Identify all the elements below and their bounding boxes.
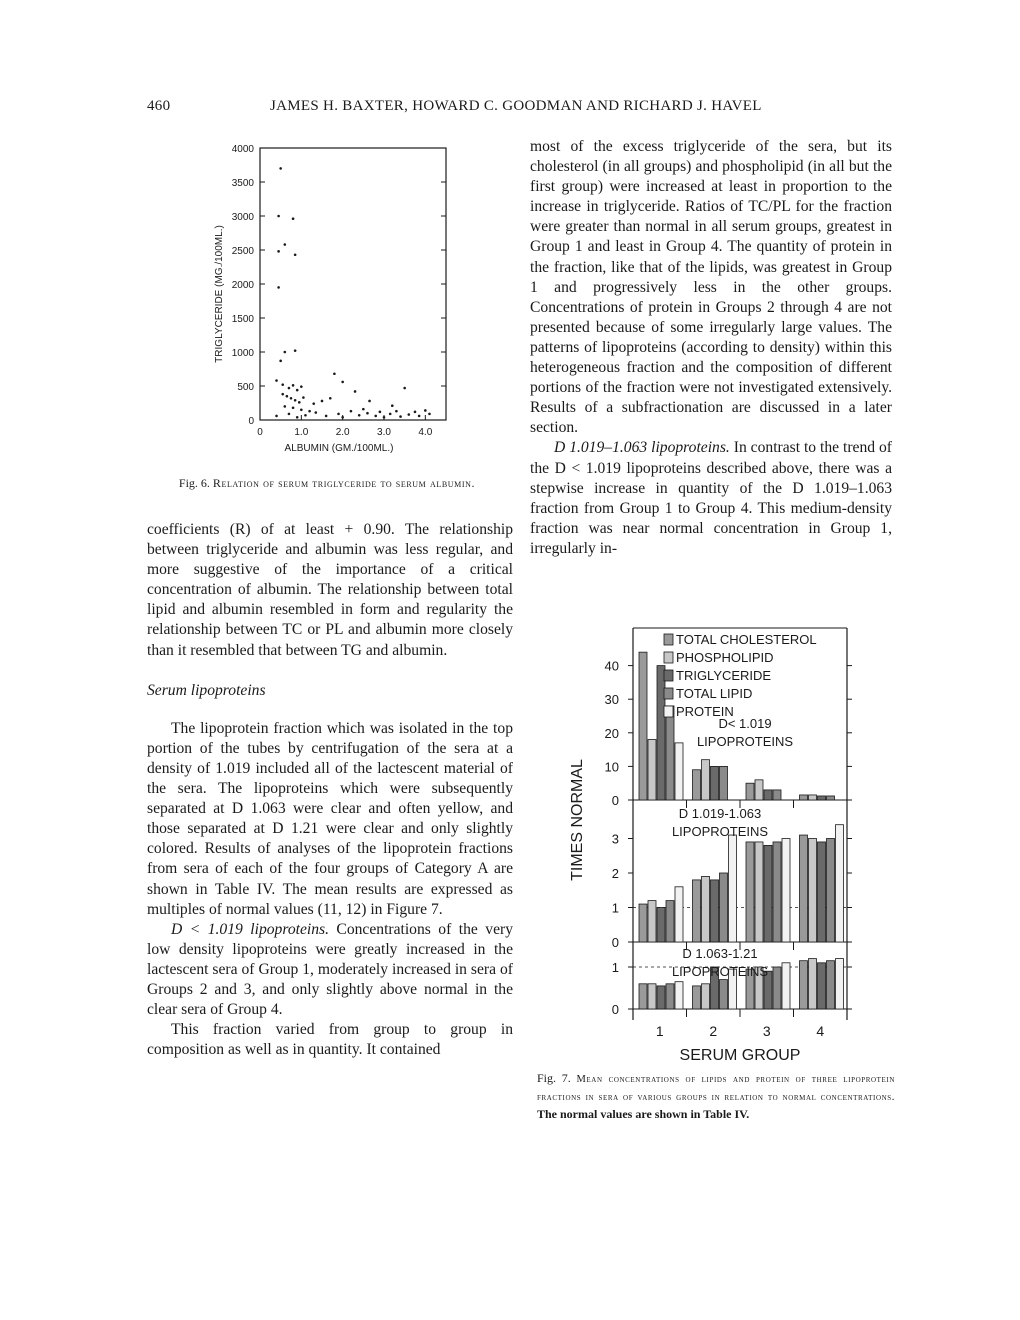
fig7-bar (711, 880, 719, 942)
fig7-y-tick-label: 2 (611, 866, 619, 881)
fig7-legend-label: TOTAL CHOLESTEROL (676, 632, 817, 647)
fig6-x-tick-label: 1.0 (294, 427, 309, 438)
fig6-data-point (286, 395, 289, 398)
fig6-data-point (300, 385, 303, 388)
para3-run-in-head: D < 1.019 lipoproteins. (171, 920, 329, 938)
fig6-data-point (341, 416, 344, 419)
fig7-bar (657, 666, 665, 800)
fig7-bar (782, 963, 790, 1009)
fig7-caption-tail: The normal values are shown in Table IV. (537, 1107, 750, 1121)
left-column (147, 520, 513, 1060)
fig7-caption-label: Fig. 7. (537, 1071, 571, 1085)
right-para2-body: In contrast to the trend of the D < 1.019 lipoproteins described above, there was a stepwise increase in quantity of the D 1.019–1.063 fraction from Group 1 to Group 4. This medium-density fraction was near normal concentration in Group 1, irregularly in- (530, 439, 892, 557)
fig6-x-tick-label: 0 (257, 427, 263, 438)
fig6-data-point (279, 360, 282, 363)
fig6-data-point (321, 400, 324, 403)
fig6-data-point (290, 397, 293, 400)
fig7-y-tick-label: 40 (604, 658, 619, 674)
fig7-bar (648, 740, 656, 800)
fig6-x-tick-label: 3.0 (377, 427, 391, 438)
fig6-data-point (281, 383, 284, 386)
fig6-scatter-chart (180, 128, 480, 468)
fig6-data-point (277, 215, 280, 218)
fig7-bar (702, 984, 710, 1009)
fig6-data-point (304, 414, 307, 417)
fig6-caption-text: Relation of serum triglyceride to serum albumin. (212, 476, 476, 490)
fig7-category-label: 1 (655, 1023, 664, 1039)
fig7-y-tick-label: 1 (611, 900, 619, 916)
fig6-data-point (281, 393, 284, 396)
fig7-bar (675, 982, 683, 1009)
fig7-legend-label: PHOSPHOLIPID (676, 650, 774, 665)
fig6-data-point (379, 411, 382, 414)
right-para2-run-in-head: D 1.019–1.063 lipoproteins. (554, 439, 730, 457)
fig7-category-label: 3 (762, 1023, 771, 1039)
fig6-data-point (350, 410, 353, 413)
fig7-category-label: 2 (709, 1023, 718, 1039)
fig6-data-point (294, 253, 297, 256)
fig6-data-point (294, 399, 297, 402)
fig7-bar (648, 901, 656, 942)
fig6-data-point (308, 410, 311, 413)
fig6-caption-label: Fig. 6. (178, 476, 210, 490)
fig7-legend-label: PROTEIN (676, 704, 734, 719)
fig7-bar (720, 766, 728, 800)
right-column (530, 137, 892, 559)
left-para-3 (147, 920, 513, 1020)
fig6-data-point (424, 409, 427, 412)
fig7-bar (809, 959, 817, 1009)
fig7-legend-swatch (664, 652, 673, 663)
fig6-data-point (277, 250, 280, 253)
fig7-bar (746, 783, 754, 800)
fig6-data-point (408, 413, 411, 416)
fig7-bar (702, 760, 710, 800)
fig6-y-tick-label: 1000 (231, 348, 254, 359)
fig6-data-point (292, 384, 295, 387)
fig6-data-point (399, 415, 402, 418)
fig6-data-point (275, 415, 278, 418)
fig7-y-tick-label: 1 (611, 960, 619, 975)
fig7-bar (666, 706, 674, 800)
fig7-bar (800, 961, 808, 1009)
fig6-data-point (284, 405, 287, 408)
right-para-2 (530, 438, 892, 559)
fig6-data-point (358, 414, 361, 417)
running-head: JAMES H. BAXTER, HOWARD C. GOODMAN AND RICHARD J. HAVEL (270, 98, 762, 114)
fig7-bar-chart (560, 620, 900, 1065)
fig6-data-point (292, 217, 295, 220)
fig6-data-point (296, 416, 299, 419)
fig6-y-tick-label: 4000 (231, 144, 254, 155)
fig7-panel-label-2: LIPOPROTEINS (696, 734, 794, 749)
fig7-bar (800, 835, 808, 942)
fig6-data-point (300, 409, 303, 412)
fig7-bar (639, 652, 647, 800)
fig7-bar (818, 796, 826, 800)
fig7-y-tick-label: 20 (604, 725, 619, 741)
fig6-data-point (294, 349, 297, 352)
fig6-caption (147, 475, 507, 491)
fig7-y-tick-label: 0 (611, 1002, 619, 1017)
fig6-x-axis-label: ALBUMIN (GM./100ML.) (284, 443, 394, 454)
fig6-data-point (395, 410, 398, 413)
fig7-legend-swatch (664, 688, 673, 699)
fig6-data-point (333, 372, 336, 375)
fig7-bar (639, 984, 647, 1009)
fig7-category-label: 4 (816, 1023, 825, 1039)
para3-body: Concentrations of the very low density lipoproteins were greatly increased in the lactescent sera of Group 1, moderately increased in sera of Groups 2 and 3, and only slightly above normal in the clear sera of Group 4. (147, 920, 513, 1019)
fig6-data-point (368, 400, 371, 403)
fig7-bar (809, 795, 817, 800)
left-para-1: coefficients (R) of at least + 0.90. The relationship between triglyceride and albumin was less regular, and more suggestive of the importance of a critical concentration of albumin. The relationship between total lipid and albumin resembled in form and regularity the relationship between TC or PL and albumin more closely than it resembled that between TG and albumin. (147, 521, 513, 659)
fig7-legend-label: TOTAL LIPID (676, 686, 753, 701)
fig7-bar (639, 904, 647, 942)
fig6-y-tick-label: 2000 (231, 280, 254, 291)
fig7-bar (675, 743, 683, 800)
fig6-data-point (341, 381, 344, 384)
section-heading-serum-lipoproteins: Serum lipoproteins (147, 681, 266, 699)
fig7-legend-swatch (664, 670, 673, 681)
fig7-bar (693, 880, 701, 942)
fig6-data-point (288, 387, 291, 390)
fig7-bar (711, 766, 719, 800)
fig7-bar (818, 842, 826, 942)
fig7-panel-label-1: D 1.019-1.063 (678, 806, 762, 821)
fig6-data-point (362, 408, 365, 411)
fig6-data-point (414, 411, 417, 414)
fig6-y-tick-label: 500 (237, 382, 254, 393)
fig6-y-axis-label: TRIGLYCERIDE (MG./100ML.) (214, 225, 225, 363)
fig7-bar (746, 842, 754, 942)
fig6-data-point (366, 412, 369, 415)
fig7-bar (764, 790, 772, 800)
fig6-data-point (337, 413, 340, 416)
fig6-data-point (418, 415, 421, 418)
fig6-data-point (292, 406, 295, 409)
fig7-bar (809, 839, 817, 943)
fig7-bar (675, 887, 683, 942)
fig7-y-tick-label: 0 (611, 935, 619, 950)
fig6-y-tick-label: 3000 (231, 212, 254, 223)
fig7-bar (773, 842, 781, 942)
fig7-caption (537, 1070, 895, 1122)
fig7-legend-swatch (664, 634, 673, 645)
fig6-y-tick-label: 2500 (231, 246, 254, 257)
fig7-bar (666, 901, 674, 942)
fig6-y-tick-label: 3500 (231, 178, 254, 189)
fig7-bar (764, 845, 772, 942)
fig6-data-point (354, 390, 357, 393)
fig7-bar (773, 967, 781, 1009)
fig6-data-point (302, 396, 305, 399)
fig7-bar (827, 961, 835, 1009)
fig7-y-tick-label: 10 (604, 759, 619, 775)
fig6-data-point (389, 413, 392, 416)
fig7-bar (800, 795, 808, 800)
fig7-bar (693, 770, 701, 800)
fig6-data-point (374, 415, 377, 418)
fig6-data-point (391, 404, 394, 407)
fig6-data-point (275, 379, 278, 382)
left-para-2: The lipoprotein fraction which was isolated in the top portion of the tubes by centrifugation of the sera at a density of 1.019 included all of the lactescent material of the sera. The lipoproteins which were subsequently separated at D 1.063 were clear and often yellow, and those separated at D 1.21 were clear and only slightly colored. Results of analyses of the lipoprotein fractions from sera of each of the four groups of Category A are shown in Table IV. The mean results are expressed as multiples of normal values (11, 12) in Figure 7. (147, 719, 513, 918)
fig6-data-point (279, 167, 282, 170)
fig6-data-point (325, 415, 328, 418)
fig7-bar (720, 873, 728, 942)
fig6-data-point (284, 243, 287, 246)
fig6-data-point (296, 389, 299, 392)
fig7-bar (782, 839, 790, 943)
fig7-y-axis-label: TIMES NORMAL (569, 759, 586, 881)
fig7-bar (729, 835, 737, 942)
fig7-y-tick-label: 30 (604, 692, 619, 708)
fig7-bar (702, 876, 710, 942)
fig7-bar (657, 908, 665, 943)
fig7-bar (648, 984, 656, 1009)
fig7-bar (836, 825, 844, 942)
right-para-1: most of the excess triglyceride of the sera, but its cholesterol (in all groups) and phospholipid (in all but the first group) were increased at least in proportion to the increase in triglyceride. Ratios of TC/PL for the fraction were greater than normal in all serum groups, greatest in Group 1 and least in Group 4. The quantity of protein in the fraction, like that of the lipids, was greatest in Group 1 and progressively less in the other groups. Concentrations of protein in Groups 2 through 4 are not presented because of some irregularly large values. The patterns of lipoproteins (according to density) within this heterogeneous fraction and the composition of different portions of the fraction were not investigated extensively. Results of a subfractionation are discussed in a later section. (530, 138, 892, 437)
fig6-data-point (277, 286, 280, 289)
fig7-y-tick-label: 3 (611, 831, 619, 847)
fig7-bar (693, 986, 701, 1009)
fig6-data-point (403, 387, 406, 390)
fig7-bar (666, 984, 674, 1009)
fig6-y-tick-label: 1500 (231, 314, 254, 325)
fig7-bar (657, 986, 665, 1009)
fig6-x-tick-label: 2.0 (335, 427, 350, 438)
fig7-bar (827, 796, 835, 800)
fig7-legend-swatch (664, 706, 673, 717)
fig6-y-tick-label: 0 (248, 416, 254, 427)
fig7-bar (720, 980, 728, 1009)
fig7-bar (836, 959, 844, 1009)
fig7-bar (827, 839, 835, 943)
fig7-bar (818, 963, 826, 1009)
fig7-panel-label-2: LIPOPROTEINS (671, 964, 769, 979)
fig6-data-point (428, 413, 431, 416)
fig6-data-point (284, 351, 287, 354)
fig7-panel-label-1: D< 1.019 (718, 716, 772, 731)
fig7-bar (755, 842, 763, 942)
fig6-data-point (329, 397, 332, 400)
fig7-panel-label-1: D 1.063-1.21 (682, 946, 758, 961)
fig7-legend-label: TRIGLYCERIDE (676, 668, 772, 683)
fig6-data-point (383, 416, 386, 419)
fig6-data-point (312, 402, 315, 405)
fig7-panel-label-2: LIPOPROTEINS (671, 824, 769, 839)
page-number: 460 (147, 98, 171, 114)
fig7-bar (755, 780, 763, 800)
fig6-x-tick-label: 4.0 (418, 427, 433, 438)
fig6-data-point (315, 411, 318, 414)
fig6-plot-frame (260, 148, 446, 420)
fig6-data-point (288, 413, 291, 416)
fig7-bar (773, 790, 781, 800)
left-para-4: This fraction varied from group to group in composition as well as in quantity. It contained (147, 1021, 513, 1059)
fig7-y-tick-label: 0 (611, 793, 619, 808)
fig6-data-point (298, 401, 301, 404)
fig7-x-axis-label: SERUM GROUP (679, 1047, 801, 1064)
fig7-caption-text: Mean concentrations of lipids and protein of three lipoprotein fractions in sera of various groups in relation to normal concentrations. (537, 1074, 895, 1103)
